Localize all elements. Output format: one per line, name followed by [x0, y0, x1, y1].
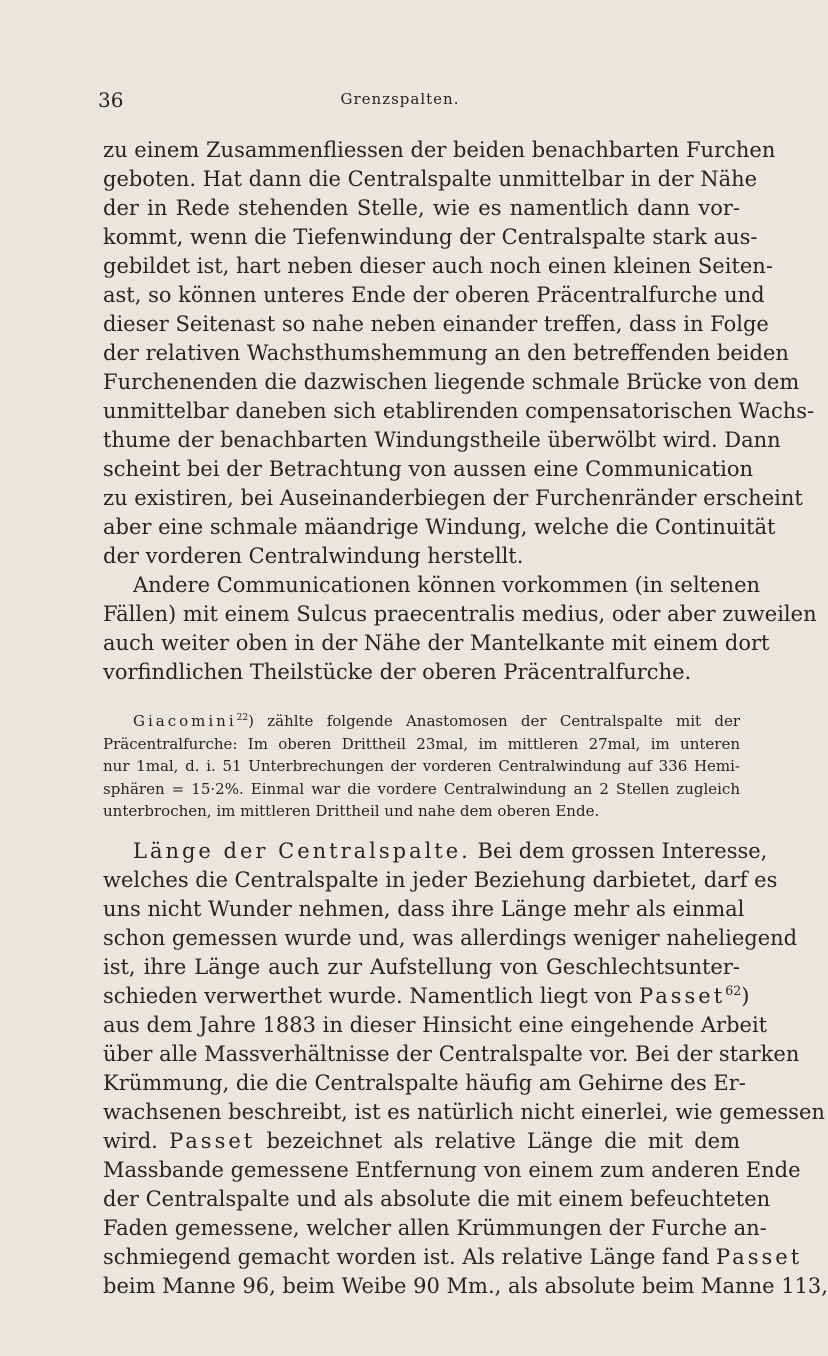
- text-line: auch weiter oben in der Nähe der Mantelkante mit einem dort: [103, 631, 770, 655]
- text-line: Krümmung, die die Centralspalte häufig am Gehirne des Er-: [103, 1071, 746, 1095]
- text-line: Massbande gemessene Entfernung von einem zum anderen Ende: [103, 1158, 801, 1182]
- text-line: thume der benachbarten Windungstheile überwölbt wird. Dann: [103, 428, 781, 452]
- author-name: Passet: [169, 1129, 256, 1153]
- text-line: zu existiren, bei Auseinanderbiegen der Furchenränder erscheint: [103, 486, 803, 510]
- paragraph-2: [103, 571, 817, 687]
- section-heading: Länge der Centralspalte.: [133, 839, 471, 863]
- text-line: uns nicht Wunder nehmen, dass ihre Länge mehr als einmal: [103, 897, 745, 921]
- text-line: unmittelbar daneben sich etablirenden compensatorischen Wachs-: [103, 399, 815, 423]
- page-header: [0, 88, 800, 112]
- text-line: aus dem Jahre 1883 in dieser Hinsicht eine eingehende Arbeit: [103, 1013, 768, 1037]
- running-head: Grenzspalten.: [340, 90, 460, 108]
- text-line: schmiegend gemacht worden ist. Als relative Länge fand Passet: [103, 1245, 803, 1269]
- paragraph-1: [103, 136, 815, 571]
- text-line: gebildet ist, hart neben dieser auch noch einen kleinen Seiten-: [103, 254, 773, 278]
- author-name: Passet: [639, 984, 726, 1008]
- text-line: dieser Seitenast so nahe neben einander treffen, dass in Folge: [103, 312, 769, 336]
- text-line: über alle Massverhältnisse der Centralspalte vor. Bei der starken: [103, 1042, 800, 1066]
- text-line: kommt, wenn die Tiefenwindung der Centralspalte stark aus-: [103, 225, 758, 249]
- text-line: welches die Centralspalte in jeder Beziehung darbietet, darf es: [103, 868, 778, 892]
- reference-number: 62: [725, 983, 742, 998]
- text-line: der in Rede stehenden Stelle, wie es namentlich dann vor-: [103, 196, 740, 220]
- text-line: sphären = 15·2%. Einmal war die vordere Centralwindung an 2 Stellen zugleich: [103, 779, 740, 798]
- text-line: unterbrochen, im mittleren Drittheil und nahe dem oberen Ende.: [103, 802, 600, 820]
- text-line: geboten. Hat dann die Centralspalte unmittelbar in der Nähe: [103, 167, 758, 191]
- text-line: schieden verwerthet wurde. Namentlich liegt von Passet$^{62}$): [103, 983, 750, 1008]
- text-line: Faden gemessene, welcher allen Krümmungen der Furche an-: [103, 1216, 767, 1240]
- paragraph-3: [103, 837, 828, 1301]
- text-line: Länge der Centralspalte. Bei dem grossen Interesse,: [133, 839, 768, 863]
- text-line: wachsenen beschreibt, ist es natürlich nicht einerlei, wie gemessen: [103, 1100, 825, 1124]
- text-line: der vorderen Centralwindung herstellt.: [103, 544, 524, 568]
- text-line: vorfindlichen Theilstücke der oberen Präcentralfurche.: [103, 660, 692, 684]
- text-line: nur 1mal, d. i. 51 Unterbrechungen der vorderen Centralwindung auf 336 Hemi-: [103, 757, 740, 775]
- text-line: ist, ihre Länge auch zur Aufstellung von Geschlechtsunter-: [103, 955, 740, 979]
- text-line: Präcentralfurche: Im oberen Drittheil 23mal, im mittleren 27mal, im unteren: [103, 734, 740, 753]
- text-line: schon gemessen wurde und, was allerdings weniger naheliegend: [103, 926, 798, 950]
- text-line: wird. Passet bezeichnet als relative Länge die mit dem: [103, 1129, 740, 1153]
- small-print-note: [103, 710, 740, 823]
- text-line: Furchenenden die dazwischen liegende schmale Brücke von dem: [103, 370, 800, 394]
- page-number: 36: [98, 88, 124, 112]
- text-line: beim Manne 96, beim Weibe 90 Mm., als absolute beim Manne 113,: [103, 1274, 828, 1298]
- text-line: Andere Communicationen können vorkommen (in seltenen: [133, 573, 761, 597]
- reference-number: 22: [236, 713, 249, 723]
- text-line: Fällen) mit einem Sulcus praecentralis medius, oder aber zuweilen: [103, 602, 817, 626]
- text-line: ast, so können unteres Ende der oberen Präcentralfurche und: [103, 283, 765, 307]
- author-name: Passet: [716, 1245, 803, 1269]
- text-line: der relativen Wachsthumshemmung an den betreffenden beiden: [103, 341, 789, 365]
- text-line: zu einem Zusammenfliessen der beiden benachbarten Furchen: [103, 138, 776, 162]
- text-line: der Centralspalte und als absolute die mit einem befeuchteten: [103, 1187, 771, 1211]
- text-line: aber eine schmale mäandrige Windung, welche die Continuität: [103, 515, 776, 539]
- text-line: Giacomini$^{22}$) zählte folgende Anastomosen der Centralspalte mit der: [133, 712, 740, 730]
- text-line: scheint bei der Betrachtung von aussen eine Communication: [103, 457, 754, 481]
- author-name: Giacomini: [133, 712, 237, 730]
